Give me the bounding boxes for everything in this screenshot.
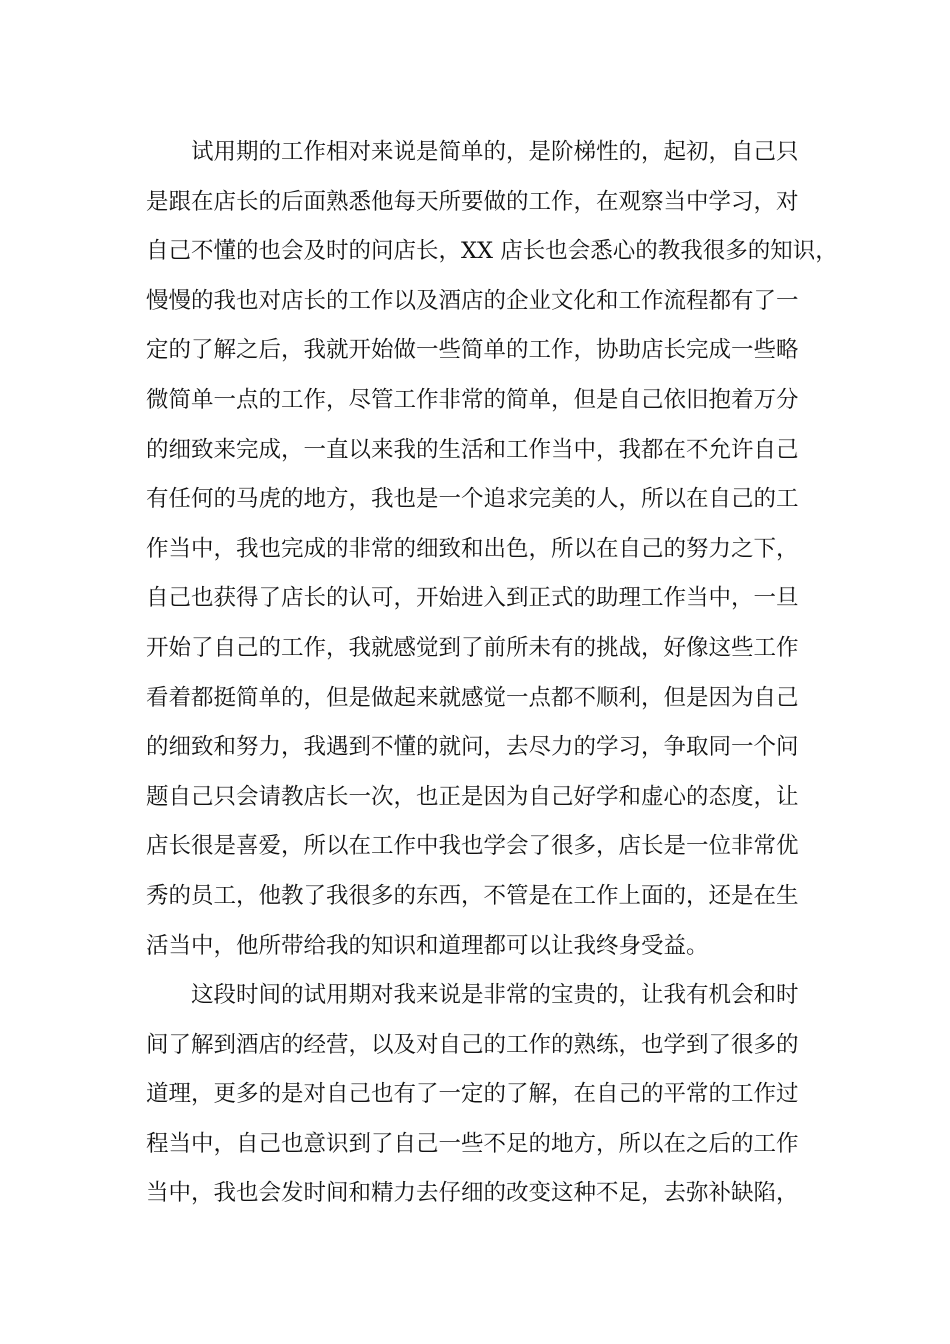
paragraph-1-line-15: 店长很是喜爱，所以在工作中我也学会了很多，店长是一位非常优 xyxy=(146,833,799,860)
paragraph-1-line-11: 开始了自己的工作，我就感觉到了前所未有的挑战，好像这些工作 xyxy=(146,634,799,661)
paragraph-1-line-9: 作当中，我也完成的非常的细致和出色，所以在自己的努力之下， xyxy=(146,535,799,562)
paragraph-2-line-1: 这段时间的试用期对我来说是非常的宝贵的，让我有机会和时 xyxy=(191,982,799,1009)
paragraph-1-line-17: 活当中，他所带给我的知识和道理都可以让我终身受益。 xyxy=(146,932,709,959)
paragraph-1-line-1: 试用期的工作相对来说是简单的，是阶梯性的，起初，自己只 xyxy=(191,139,799,165)
paragraph-1-line-13: 的细致和努力，我遇到不懂的就问，去尽力的学习，争取同一个问 xyxy=(146,734,799,761)
paragraph-1-line-14: 题自己只会请教店长一次，也正是因为自己好学和虚心的态度，让 xyxy=(146,783,799,810)
document-body xyxy=(146,128,838,1219)
paragraph-2-line-5: 当中，我也会发时间和精力去仔细的改变这种不足，去弥补缺陷， xyxy=(146,1180,799,1207)
paragraph-1-line-8: 有任何的马虎的地方，我也是一个追求完美的人，所以在自己的工 xyxy=(146,486,799,513)
paragraph-1-line-2: 是跟在店长的后面熟悉他每天所要做的工作，在观察当中学习，对 xyxy=(146,188,799,215)
paragraph-2-line-3: 道理，更多的是对自己也有了一定的了解，在自己的平常的工作过 xyxy=(146,1081,799,1108)
paragraph-2-line-4: 程当中，自己也意识到了自己一些不足的地方，所以在之后的工作 xyxy=(146,1130,799,1157)
paragraph-1-line-10: 自己也获得了店长的认可，开始进入到正式的助理工作当中，一旦 xyxy=(146,585,799,612)
paragraph-1-line-16: 秀的员工，他教了我很多的东西，不管是在工作上面的，还是在生 xyxy=(146,882,799,909)
paragraph-1-line-4: 慢慢的我也对店长的工作以及酒店的企业文化和工作流程都有了一 xyxy=(146,287,799,314)
paragraph-1-line-7: 的细致来完成，一直以来我的生活和工作当中，我都在不允许自己 xyxy=(146,436,799,463)
paragraph-1-line-12: 看着都挺简单的，但是做起来就感觉一点都不顺利，但是因为自己 xyxy=(146,684,799,711)
paragraph-1-line-3: 自己不懂的也会及时的问店长，XX 店长也会悉心的教我很多的知识， xyxy=(146,238,838,265)
paragraph-1-line-6: 微简单一点的工作，尽管工作非常的简单，但是自己依旧抱着万分 xyxy=(146,386,799,413)
paragraph-1-line-5: 定的了解之后，我就开始做一些简单的工作，协助店长完成一些略 xyxy=(146,337,799,364)
paragraph-2-line-2: 间了解到酒店的经营，以及对自己的工作的熟练，也学到了很多的 xyxy=(146,1031,799,1058)
